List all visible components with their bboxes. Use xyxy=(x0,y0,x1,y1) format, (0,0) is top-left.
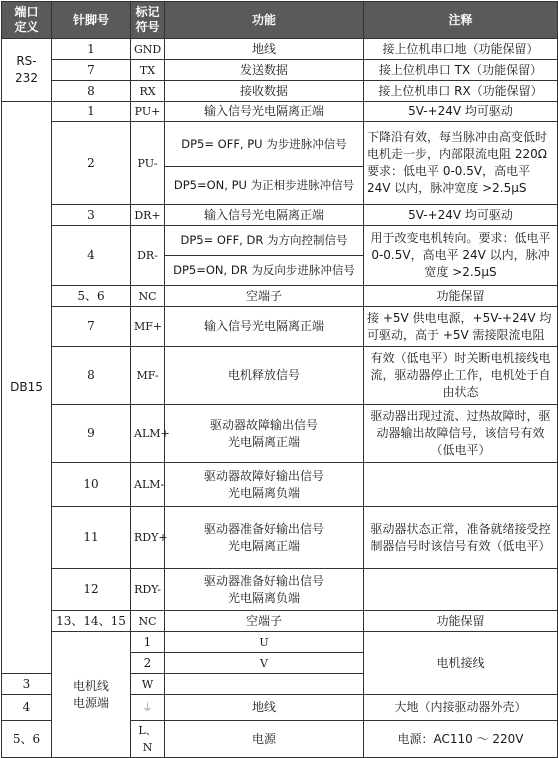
symbol-cell: MF+ xyxy=(131,307,165,347)
header-pin: 针脚号 xyxy=(52,2,131,39)
header-note: 注释 xyxy=(364,2,558,39)
symbol-cell: RDY- xyxy=(131,569,165,611)
function-cell: DP5=ON, DR 为反向步进脉冲信号 xyxy=(165,256,364,286)
pin-cell: 8 xyxy=(52,81,131,102)
symbol-cell: RX xyxy=(131,81,165,102)
function-cell: 驱动器准备好输出信号 光电隔离负端 xyxy=(165,569,364,611)
symbol-cell: RDY+ xyxy=(131,507,165,569)
symbol-cell: DR+ xyxy=(131,205,165,226)
note-cell xyxy=(364,463,558,507)
function-cell: DP5= OFF, DR 为方向控制信号 xyxy=(165,226,364,256)
symbol-cell: NC xyxy=(131,611,165,632)
pin-cell: 3 xyxy=(2,674,52,695)
table-row xyxy=(2,226,558,256)
symbol-cell: MF- xyxy=(131,347,165,405)
pin-cell: 8 xyxy=(52,347,131,405)
note-cell: 接 +5V 供电电源，+5V-+24V 均可驱动，高于 +5V 需接限流电阻 xyxy=(364,307,558,347)
table-row xyxy=(2,102,558,122)
table-row xyxy=(2,632,558,653)
symbol-cell: U xyxy=(165,632,364,653)
note-cell: 电源：AC110 ～ 220V xyxy=(364,721,558,758)
pin-cell: 7 xyxy=(52,60,131,81)
header-symbol: 标记 符号 xyxy=(131,2,165,39)
table-row xyxy=(2,39,558,60)
table-row xyxy=(2,463,558,507)
pin-cell: 5、6 xyxy=(52,286,131,307)
table-row xyxy=(2,507,558,569)
ground-symbol-icon: ⏚ xyxy=(131,695,165,721)
table-row xyxy=(2,286,558,307)
symbol-cell: PU+ xyxy=(131,102,165,122)
table-row xyxy=(2,307,558,347)
table-row xyxy=(2,81,558,102)
symbol-cell: TX xyxy=(131,60,165,81)
note-cell: 功能保留 xyxy=(364,611,558,632)
pin-cell: 2 xyxy=(131,653,165,674)
note-cell: 接上位机串口 TX（功能保留） xyxy=(364,60,558,81)
function-cell: 接收数据 xyxy=(165,81,364,102)
pin-cell: 10 xyxy=(52,463,131,507)
symbol-cell: L、N xyxy=(131,721,165,758)
table-row xyxy=(2,569,558,611)
function-cell: 发送数据 xyxy=(165,60,364,81)
pin-cell: 4 xyxy=(52,226,131,286)
pin-cell: 5、6 xyxy=(2,721,52,758)
note-cell: 接上位机串口地（功能保留） xyxy=(364,39,558,60)
pin-cell: 7 xyxy=(52,307,131,347)
function-cell: 驱动器故障好输出信号 光电隔离负端 xyxy=(165,463,364,507)
note-cell: 驱动器状态正常，准备就绪接受控制器信号时该信号有效（低电平） xyxy=(364,507,558,569)
port-motor-power: 电机线 电源端 xyxy=(52,632,131,758)
pin-cell: 1 xyxy=(52,39,131,60)
header-function: 功能 xyxy=(165,2,364,39)
symbol-cell: DR- xyxy=(131,226,165,286)
header-row xyxy=(2,2,558,39)
function-cell: 驱动器准备好输出信号 光电隔离正端 xyxy=(165,507,364,569)
table-row xyxy=(2,347,558,405)
function-cell: DP5= OFF, PU 为步进脉冲信号 xyxy=(165,122,364,167)
note-cell: 大地（内接驱动器外壳） xyxy=(364,695,558,721)
note-cell: 5V-+24V 均可驱动 xyxy=(364,205,558,226)
function-cell: 输入信号光电隔离正端 xyxy=(165,307,364,347)
function-cell: 电源 xyxy=(165,721,364,758)
pin-cell: 2 xyxy=(52,122,131,205)
note-cell: 有效（低电平）时关断电机接线电流，驱动器停止工作，电机处于自由状态 xyxy=(364,347,558,405)
function-cell: 地线 xyxy=(165,39,364,60)
note-cell: 下降沿有效，每当脉冲由高变低时电机走一步，内部限流电阻 220Ω 要求：低电平 0-0.5V，高电平 24V 以内，脉冲宽度 >2.5μS xyxy=(364,122,558,205)
symbol-cell: GND xyxy=(131,39,165,60)
note-cell: 驱动器出现过流、过热故障时，驱动器输出故障信号，该信号有效（低电平） xyxy=(364,405,558,463)
function-cell: 电机接线 xyxy=(364,632,558,695)
symbol-cell: PU- xyxy=(131,122,165,205)
note-cell: 5V-+24V 均可驱动 xyxy=(364,102,558,122)
note-cell: 接上位机串口 RX（功能保留） xyxy=(364,81,558,102)
symbol-cell: W xyxy=(131,674,165,695)
table-row xyxy=(2,205,558,226)
pin-cell: 9 xyxy=(52,405,131,463)
table-row xyxy=(2,405,558,463)
pin-cell: 4 xyxy=(2,695,52,721)
function-cell: 输入信号光电隔离正端 xyxy=(165,102,364,122)
function-cell: 地线 xyxy=(165,695,364,721)
port-rs232: RS-232 xyxy=(2,39,52,102)
port-db15: DB15 xyxy=(2,102,52,674)
note-cell: 功能保留 xyxy=(364,286,558,307)
note-cell: 用于改变电机转向。要求：低电平 0-0.5V，高电平 24V 以内，脉冲宽度 >2.5μS xyxy=(364,226,558,286)
table-row xyxy=(2,611,558,632)
function-cell: 输入信号光电隔离正端 xyxy=(165,205,364,226)
pin-cell: 13、14、15 xyxy=(52,611,131,632)
symbol-cell: NC xyxy=(131,286,165,307)
pin-definition-table xyxy=(1,1,558,758)
function-cell: 电机释放信号 xyxy=(165,347,364,405)
symbol-cell: ALM+ xyxy=(131,405,165,463)
pin-cell: 1 xyxy=(131,632,165,653)
pin-cell: 11 xyxy=(52,507,131,569)
function-cell: 驱动器故障输出信号 光电隔离正端 xyxy=(165,405,364,463)
note-cell xyxy=(364,569,558,611)
table-row xyxy=(2,60,558,81)
function-cell: DP5=ON, PU 为正相步进脉冲信号 xyxy=(165,167,364,205)
function-cell: 空端子 xyxy=(165,286,364,307)
function-cell: 空端子 xyxy=(165,611,364,632)
symbol-cell: ALM- xyxy=(131,463,165,507)
header-port: 端口 定义 xyxy=(2,2,52,39)
pin-cell: 3 xyxy=(52,205,131,226)
table-row xyxy=(2,122,558,167)
symbol-cell: V xyxy=(165,653,364,674)
pin-cell: 1 xyxy=(52,102,131,122)
pin-cell: 12 xyxy=(52,569,131,611)
